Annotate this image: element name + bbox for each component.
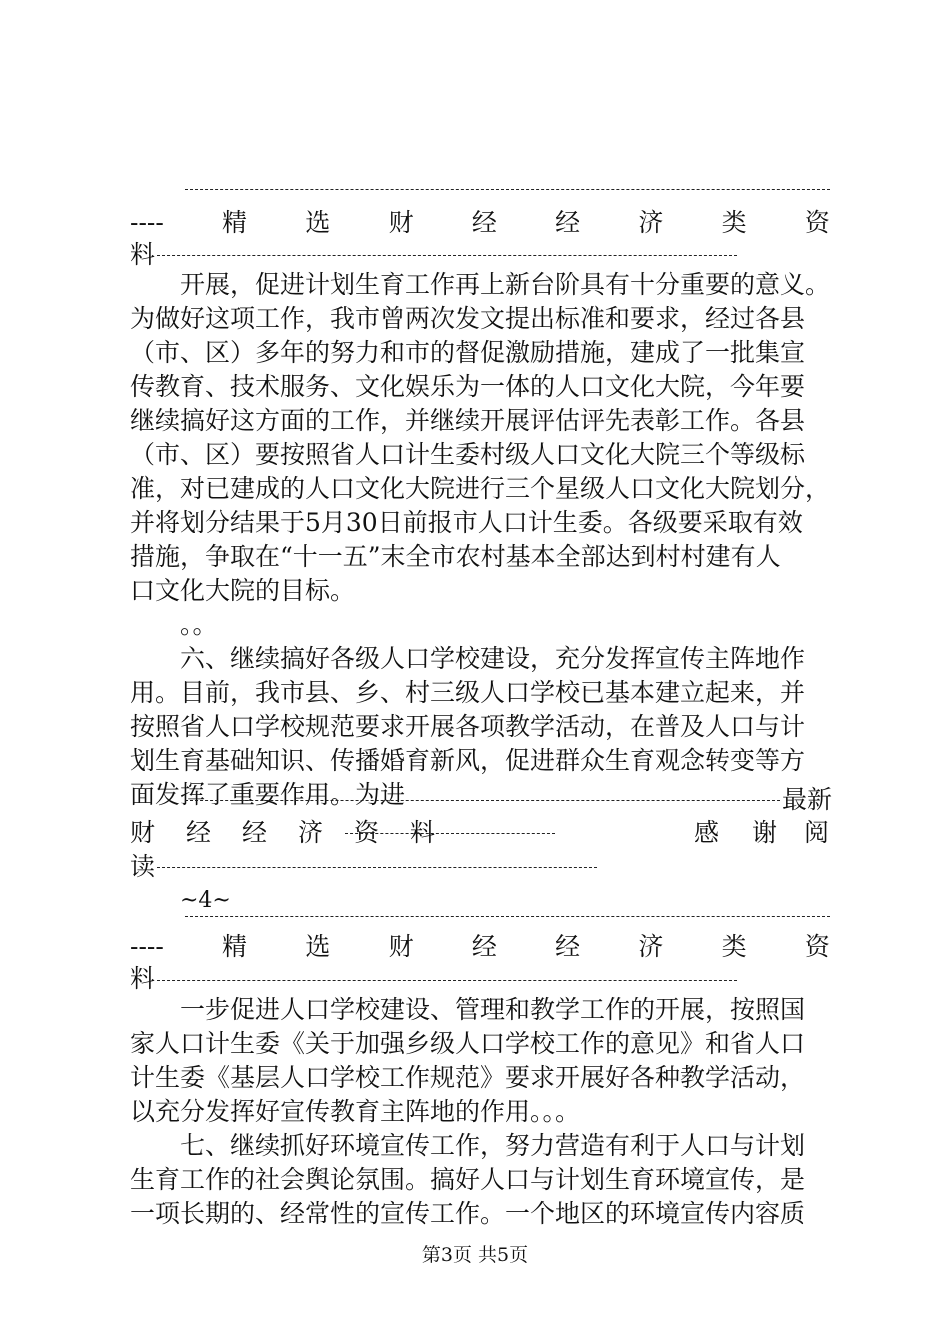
text-line: 以充分发挥好宣传教育主阵地的作用。。。 [130,1097,581,1126]
banner-char: 最新 [782,785,832,814]
text-line: 传教育、技术服务、文化娱乐为一体的人口文化大院，今年要 [130,372,806,401]
banner-lead [782,783,832,817]
banner-char: 财 [130,818,156,847]
banner-char: 经 [186,818,212,847]
text-line: 为做好这项工作，我市曾两次发文提出标准和要求，经过各县 [130,304,806,333]
banner-char: 精 [222,932,248,961]
banner-char: 济 [638,208,664,237]
text-line: 口文化大院的目标。 [130,576,356,605]
page-footer: 第3页 共5页 [421,1244,529,1266]
banner-char: 选 [305,932,331,961]
banner-char: 资 [354,818,380,847]
dashed-rule [157,980,737,981]
banner-char: 济 [638,932,664,961]
banner-char: 财 [388,932,414,961]
banner-char: 感 [694,818,720,847]
text-line: 准，对已建成的人口文化大院进行三个星级人口文化大院划分， [130,474,830,503]
text-line: 。。 [180,610,218,639]
dashed-rule [185,800,780,801]
text-line: 生育工作的社会舆论氛围。搞好人口与计划生育环境宣传，是 [130,1165,806,1194]
banner-dashes: ---- [130,932,164,961]
text-line: 家人口计生委《关于加强乡级人口学校工作的意见》和省人口 [130,1029,806,1058]
banner-char: 料 [130,964,156,993]
text-line: 划生育基础知识、传播婚育新风，促进群众生育观念转变等方 [130,746,806,775]
dashed-rule [157,867,597,868]
page-marker: ~4~ [180,888,231,913]
banner-char: 类 [721,932,747,961]
banner-char: 经 [242,818,268,847]
text-line: 并将划分结果于5月30日前报市人口计生委。各级要采取有效 [130,508,803,537]
text-line: 一项长期的、经常性的宣传工作。一个地区的环境宣传内容质 [130,1199,806,1228]
dashed-rule [185,916,830,917]
banner-char: 读 [130,852,156,881]
banner-char: 类 [721,208,747,237]
text-line: 六、继续搞好各级人口学校建设，充分发挥宣传主阵地作 [180,644,806,673]
text-line: 一步促进人口学校建设、管理和教学工作的开展，按照国 [180,995,806,1024]
banner-char: 选 [305,208,331,237]
text-line: 继续搞好这方面的工作，并继续开展评估评先表彰工作。各县 [130,406,806,435]
text-line: 用。目前，我市县、乡、村三级人口学校已基本建立起来，并 [130,678,806,707]
dashed-rule [157,255,737,256]
banner-dashes: ---- [130,208,164,237]
banner-char: 经 [471,932,497,961]
text-line: 七、继续抓好环境宣传工作，努力营造有利于人口与计划 [180,1131,806,1160]
dashed-rule [185,189,830,190]
banner-char: 精 [222,208,248,237]
text-line: （市、区）多年的努力和市的督促激励措施，建成了一批集宣 [130,338,806,367]
dashed-rule [345,833,555,834]
banner-char: 济 [298,818,324,847]
banner-char: 经 [471,208,497,237]
text-line: 按照省人口学校规范要求开展各项教学活动，在普及人口与计 [130,712,806,741]
banner-char: 料 [410,818,436,847]
header-banner-tail [130,962,830,996]
text-line: 开展，促进计划生育工作再上新台阶具有十分重要的意义。 [180,270,830,299]
header-banner [130,930,830,964]
banner-char: 阅 [804,818,830,847]
banner-char: 经 [555,208,581,237]
banner-char: 资 [804,208,830,237]
banner-char: 经 [555,932,581,961]
banner-char: 谢 [752,818,778,847]
banner-char: 财 [388,208,414,237]
header-banner [130,206,830,240]
text-line: （市、区）要按照省人口计生委村级人口文化大院三个等级标 [130,440,806,469]
banner-char: 料 [130,240,156,269]
text-line: 面发挥了重要作用。为进 [130,780,406,809]
text-line: 计生委《基层人口学校工作规范》要求开展好各种教学活动， [130,1063,806,1092]
text-line: 措施，争取在“十一五”末全市农村基本全部达到村村建有人 [130,542,781,571]
banner-char: 资 [804,932,830,961]
